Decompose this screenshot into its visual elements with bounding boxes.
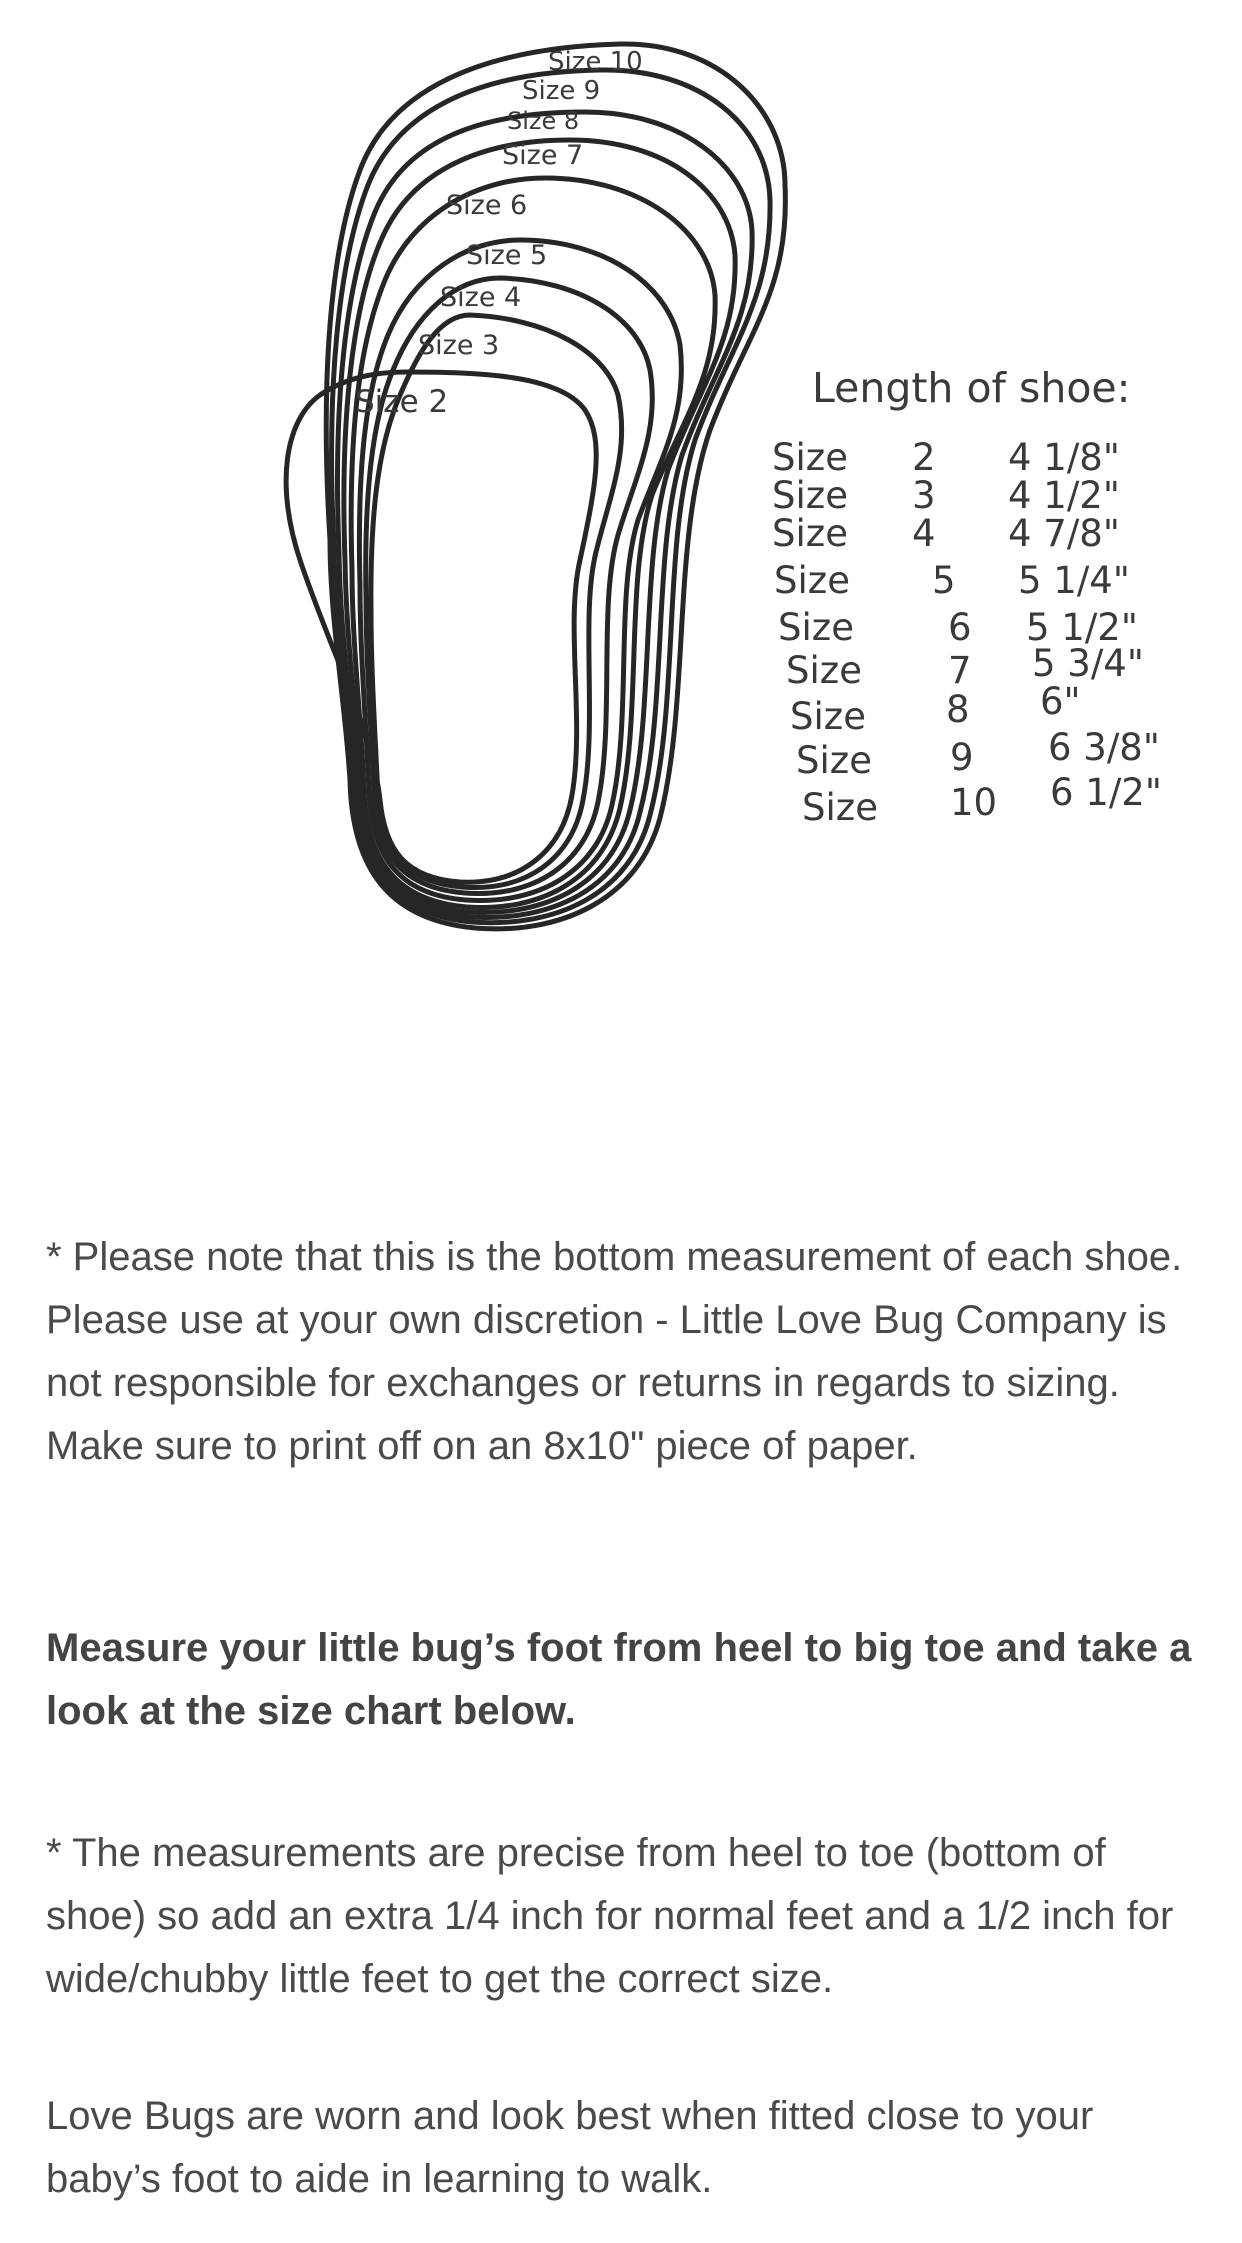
chart-length-value: 4 7/8" (1008, 512, 1120, 555)
chart-size-number: 7 (948, 649, 972, 692)
sole-outlines (286, 44, 785, 929)
sole-label: Size 10 (548, 47, 643, 77)
chart-size-word: Size (802, 786, 878, 829)
chart-size-word: Size (790, 695, 866, 738)
sole-label: Size 6 (446, 190, 528, 221)
chart-size-number: 4 (912, 512, 936, 555)
length-chart-title: Length of shoe: (812, 364, 1131, 412)
chart-length-value: 4 1/8" (1008, 436, 1120, 479)
sole-label: Size 5 (466, 240, 548, 271)
chart-length-value: 6" (1040, 680, 1081, 723)
chart-size-number: 5 (932, 559, 956, 602)
chart-size-word: Size (772, 474, 848, 517)
sole-label: Size 4 (440, 282, 522, 313)
chart-size-word: Size (772, 436, 848, 479)
sole-label: Size 9 (522, 76, 601, 106)
chart-length-value: 5 3/4" (1032, 642, 1144, 685)
fit-note: Love Bugs are worn and look best when fitted close to your baby’s foot to aide in learning to walk. (46, 2094, 1094, 2201)
precision-note: * The measurements are precise from heel to toe (bottom of shoe) so add an extra 1/4 inch for normal feet and a 1/2 inch for wide/chubby little feet to get the correct size. (46, 1831, 1174, 2001)
sole-label: Size 2 (355, 384, 449, 420)
chart-length-value: 6 1/2" (1050, 771, 1162, 814)
chart-size-word: Size (772, 512, 848, 555)
chart-size-number: 3 (912, 474, 936, 517)
length-chart (772, 436, 1162, 829)
chart-size-word: Size (778, 606, 854, 649)
sole-outline-size-6 (351, 178, 715, 908)
sole-label: Size 8 (507, 107, 580, 135)
chart-length-value: 6 3/8" (1048, 726, 1160, 769)
chart-size-number: 8 (946, 688, 970, 731)
chart-length-value: 5 1/2" (1026, 606, 1138, 649)
sole-outline-size-9 (332, 70, 770, 923)
measure-instruction: Measure your little bug’s foot from heel to big toe and take a look at the size chart below. (46, 1626, 1192, 1733)
shoe-size-sketch (0, 0, 1242, 1000)
chart-size-word: Size (786, 649, 862, 692)
chart-size-number: 9 (950, 736, 974, 779)
chart-length-value: 5 1/4" (1018, 559, 1130, 602)
disclaimer-text: * Please note that this is the bottom measurement of each shoe. Please use at your own discretion - Little Love Bug Company is not responsible for exchanges or returns in regards to sizing. Make sure to print off on an 8x10" piece of paper. (46, 1235, 1183, 1468)
chart-size-number: 10 (950, 781, 998, 824)
chart-length-value: 4 1/2" (1008, 474, 1120, 517)
sole-label: Size 3 (418, 330, 500, 361)
chart-size-word: Size (796, 739, 872, 782)
chart-size-number: 2 (912, 436, 936, 479)
chart-size-word: Size (774, 559, 850, 602)
chart-size-number: 6 (948, 606, 972, 649)
sole-label: Size 7 (502, 140, 584, 171)
